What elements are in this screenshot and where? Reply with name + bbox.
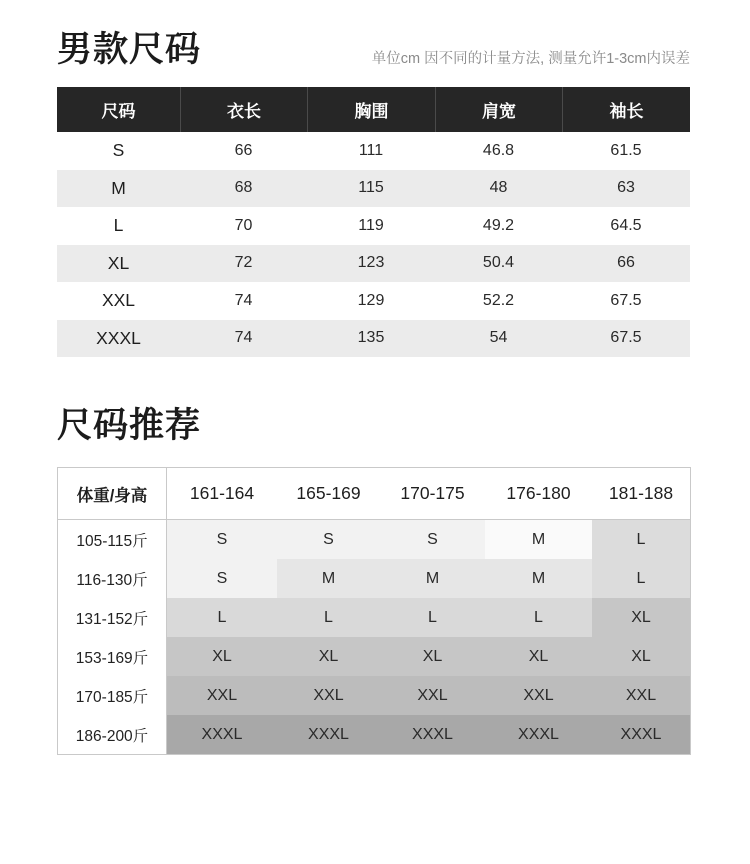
size-label: XXL: [101, 290, 136, 311]
table-row: [58, 520, 690, 559]
table-row: [57, 170, 690, 208]
measurement-cell: 74: [234, 329, 253, 347]
measurement-cell: 48: [489, 179, 508, 197]
measurement-cell: 46.8: [482, 141, 515, 159]
measurement-cell: 72: [234, 254, 253, 272]
table-row: [58, 637, 690, 676]
measurement-cell: 135: [357, 329, 385, 347]
height-range-header: 170-175: [400, 483, 465, 503]
table-row: [58, 598, 690, 637]
recommended-size-cell: S: [167, 559, 277, 598]
measurement-cell: 64.5: [610, 216, 642, 234]
measurement-cell: 123: [357, 254, 385, 272]
weight-range-label: 116-130斤: [58, 559, 167, 598]
recommended-size-cell: S: [167, 520, 277, 559]
measurement-cell: 61.5: [610, 141, 642, 159]
column-header: 肩宽: [435, 87, 562, 132]
recommended-size-cell: XXXL: [167, 715, 277, 754]
height-range-header: 165-169: [296, 483, 361, 503]
measurement-cell: 52.2: [482, 291, 515, 309]
recommended-size-cell: XXXL: [485, 715, 592, 754]
table-row: [58, 676, 690, 715]
table-row: [57, 245, 690, 283]
weight-range-label: 131-152斤: [58, 598, 167, 637]
table-row: [57, 320, 690, 358]
recommendation-header-row: [58, 468, 690, 520]
table-row: [57, 282, 690, 320]
recommended-size-cell: XL: [485, 637, 592, 676]
recommended-size-cell: XL: [380, 637, 485, 676]
size-label: S: [112, 140, 125, 161]
recommended-size-cell: L: [167, 598, 277, 637]
size-recommendation-table: [57, 467, 691, 755]
recommended-size-cell: M: [485, 520, 592, 559]
weight-range-label: 170-185斤: [58, 676, 167, 715]
size-label: XL: [107, 252, 130, 273]
recommended-size-cell: XXL: [485, 676, 592, 715]
column-header: 尺码: [101, 102, 136, 121]
recommended-size-cell: XXL: [277, 676, 380, 715]
measurement-cell: 111: [358, 141, 384, 159]
height-range-header: 161-164: [189, 483, 255, 503]
recommended-size-cell: M: [380, 559, 485, 598]
recommended-size-cell: S: [277, 520, 380, 559]
recommended-size-cell: XXXL: [380, 715, 485, 754]
recommended-size-cell: XXL: [592, 676, 690, 715]
column-header: 胸围: [307, 87, 435, 132]
recommended-size-cell: L: [380, 598, 485, 637]
size-chart-header-row: [57, 87, 690, 132]
measurement-cell: 50.4: [482, 254, 515, 272]
measurement-cell: 49.2: [482, 216, 515, 234]
table-row: [57, 207, 690, 245]
measurement-cell: 63: [617, 179, 635, 197]
recommended-size-cell: XXXL: [592, 715, 690, 754]
measurement-cell: 74: [234, 291, 253, 309]
measurement-cell: 115: [358, 179, 384, 197]
recommended-size-cell: XL: [592, 637, 690, 676]
measurement-cell: 70: [234, 216, 253, 234]
table-row: [58, 559, 690, 598]
measurement-cell: 67.5: [610, 329, 642, 347]
measurement-cell: 129: [357, 291, 385, 309]
size-chart-table: [57, 87, 690, 357]
recommended-size-cell: XL: [277, 637, 380, 676]
weight-range-label: 153-169斤: [58, 637, 167, 676]
height-range-header: 176-180: [506, 483, 571, 503]
recommended-size-cell: L: [485, 598, 592, 637]
recommended-size-cell: L: [592, 559, 690, 598]
weight-range-label: 105-115斤: [58, 520, 167, 559]
recommended-size-cell: XXL: [380, 676, 485, 715]
measurement-cell: 67.5: [610, 291, 642, 309]
corner-label: 体重/身高: [58, 468, 167, 519]
size-recommendation-title: 尺码推荐: [57, 406, 202, 445]
size-label: XXXL: [96, 327, 141, 348]
measurement-cell: 66: [617, 254, 635, 272]
column-header: 衣长: [180, 87, 307, 132]
weight-range-label: 186-200斤: [58, 715, 167, 754]
recommended-size-cell: XXXL: [277, 715, 380, 754]
size-label: L: [113, 215, 124, 236]
table-row: [58, 715, 690, 754]
measurement-cell: 119: [358, 216, 384, 234]
recommended-size-cell: L: [277, 598, 380, 637]
recommended-size-cell: L: [592, 520, 690, 559]
recommended-size-cell: XXL: [167, 676, 277, 715]
recommended-size-cell: M: [277, 559, 380, 598]
measurement-note: 单位cm 因不同的计量方法, 测量允许1-3cm内误差: [371, 51, 690, 67]
size-label: M: [111, 177, 126, 198]
measurement-cell: 68: [234, 179, 253, 197]
measurement-cell: 54: [489, 329, 508, 347]
recommended-size-cell: M: [485, 559, 592, 598]
measurement-cell: 66: [234, 141, 253, 159]
column-header: 袖长: [562, 87, 690, 132]
recommended-size-cell: S: [380, 520, 485, 559]
recommended-size-cell: XL: [167, 637, 277, 676]
size-chart-title: 男款尺码: [57, 30, 202, 69]
recommended-size-cell: XL: [592, 598, 690, 637]
height-range-header: 181-188: [608, 483, 674, 503]
table-row: [57, 132, 690, 170]
